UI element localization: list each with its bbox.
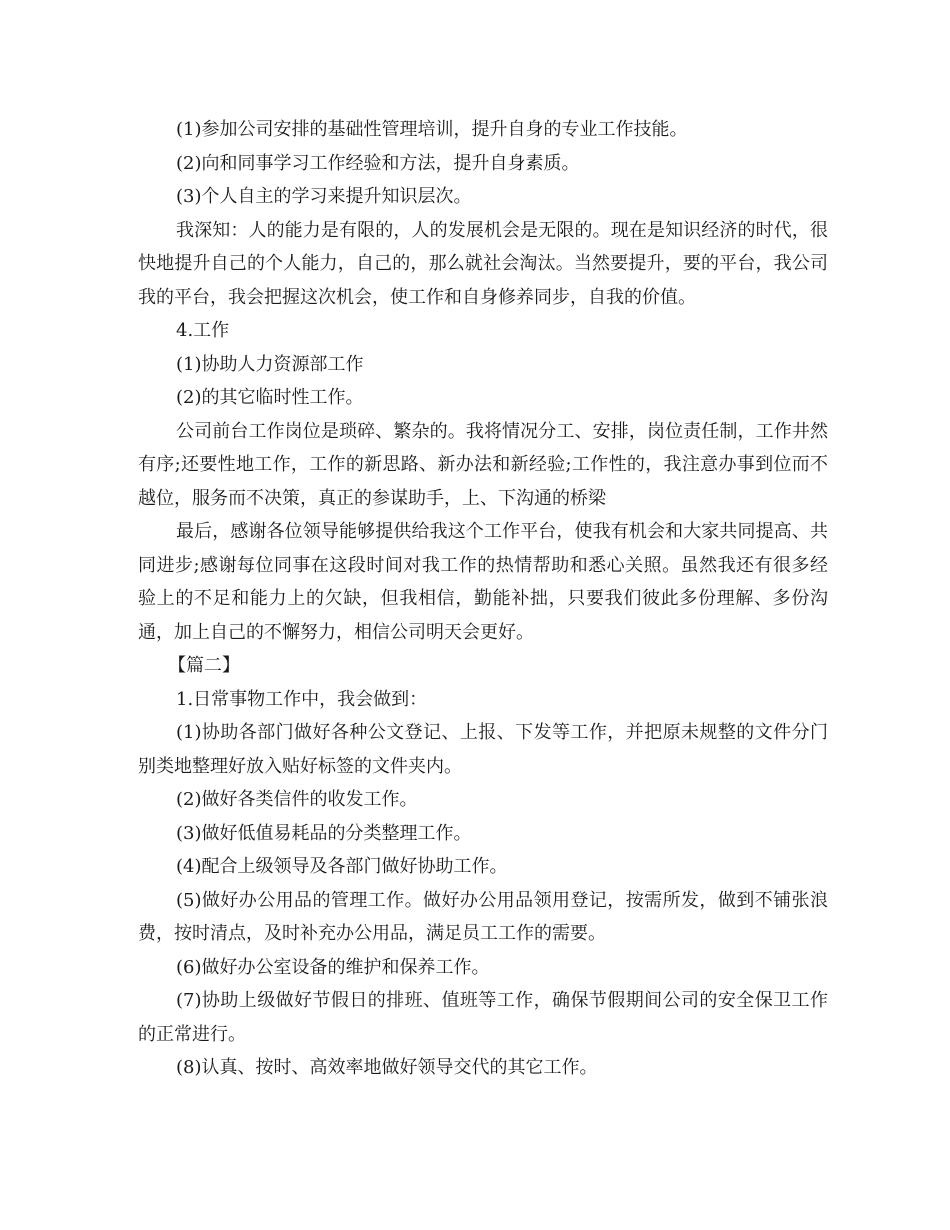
paragraph-daily-item-2: (2)做好各类信件的收发工作。	[176, 789, 418, 810]
paragraph-section-4-item-2: (2)的其它临时性工作。	[176, 387, 364, 408]
section-heading-part-two: 【篇二】	[168, 655, 240, 676]
paragraph-section-4-item-1: (1)协助人力资源部工作	[176, 353, 364, 375]
paragraph-self-reflection: 我深知：人的能力是有限的，人的发展机会是无限的。现在是知识经济的时代，很快地提升自己的个人能力，自己的，那么就社会淘汰。当然要提升，要的平台，我公司我的平台，我会把握这次机会，使工作和自身修养同步，自我的价值。	[138, 219, 828, 308]
paragraph-daily-item-8: (8)认真、按时、高效率地做好领导交代的其它工作。	[176, 1057, 598, 1078]
paragraph-closing-thanks: 最后，感谢各位领导能够提供给我这个工作平台，使我有机会和大家共同提高、共同进步;感谢每位同事在这段时间对我工作的热情帮助和悉心关照。虽然我还有很多经验上的不足和能力上的欠缺，但我相信，勤能补拙，只要我们彼此多份理解、多份沟通，加上自己的不懈努力，相信公司明天会更好。	[138, 521, 828, 643]
paragraph-training-item-2: (2)向和同事学习工作经验和方法，提升自身素质。	[176, 152, 580, 174]
paragraph-daily-item-7: (7)协助上级做好节假日的排班、值班等工作，确保节假期间公司的安全保卫工作的正常进行。	[138, 990, 828, 1045]
paragraph-daily-item-6: (6)做好办公室设备的维护和保养工作。	[176, 956, 490, 978]
paragraph-front-desk: 公司前台工作岗位是琐碎、繁杂的。我将情况分工、安排，岗位责任制，工作井然有序;还要性地工作，工作的新思路、新办法和新经验;工作性的，我注意办事到位而不越位，服务而不决策，真正的参谋助手，上、下沟通的桥梁	[138, 420, 828, 509]
paragraph-daily-item-3: (3)做好低值易耗品的分类整理工作。	[176, 822, 472, 844]
paragraph-daily-item-5: (5)做好办公用品的管理工作。做好办公用品领用登记，按需所发，做到不铺张浪费，按时清点，及时补充办公用品，满足员工工作的需要。	[138, 889, 828, 944]
document-body	[138, 113, 828, 1085]
paragraph-section-4-title: 4.工作	[176, 320, 230, 341]
paragraph-training-item-1: (1)参加公司安排的基础性管理培训，提升自身的专业工作技能。	[176, 119, 688, 140]
paragraph-daily-work-title: 1.日常事物工作中，我会做到：	[176, 688, 428, 710]
paragraph-training-item-3: (3)个人自主的学习来提升知识层次。	[176, 186, 472, 207]
paragraph-daily-item-1: (1)协助各部门做好各种公文登记、上报、下发等工作，并把原未规整的文件分门别类地整理好放入贴好标签的文件夹内。	[138, 722, 828, 777]
paragraph-daily-item-4: (4)配合上级领导及各部门做好协助工作。	[176, 856, 508, 877]
